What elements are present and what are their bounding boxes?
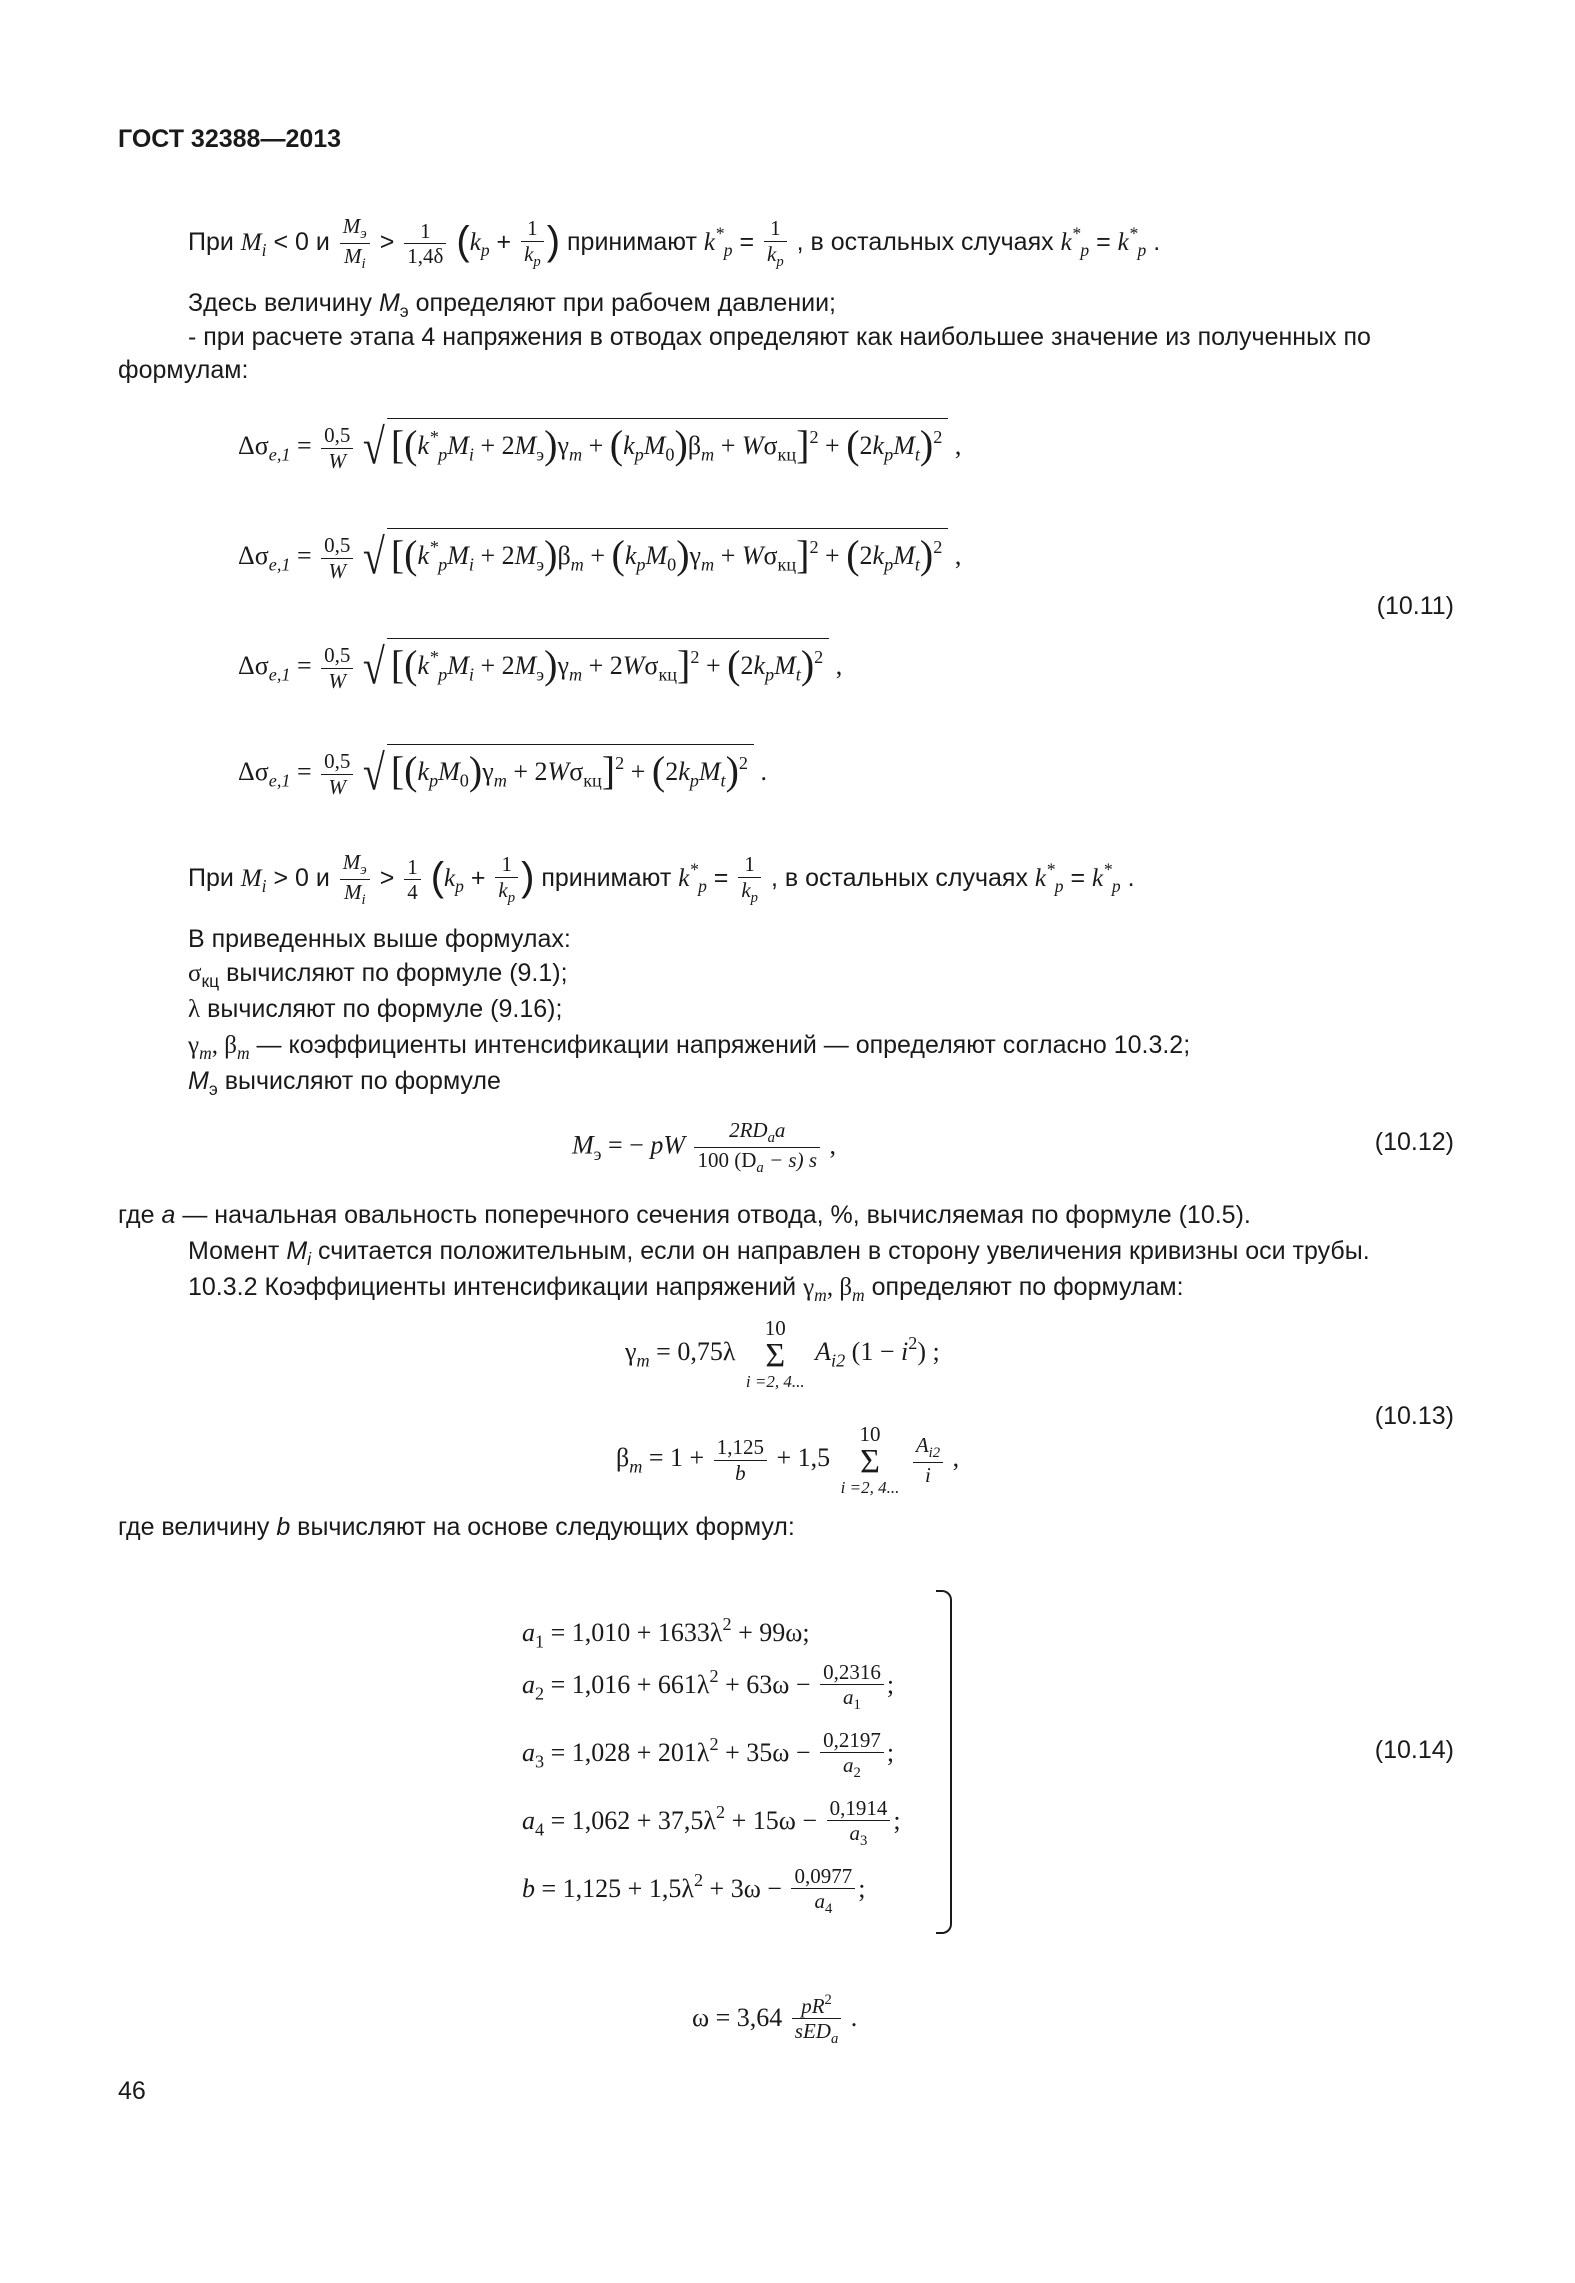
fraction-me-mi: $\frac{M_э}{M_i}$ bbox=[340, 214, 370, 273]
paragraph-sigma-kc: $\sigma_{кц}$ вычисляют по формуле (9.1); bbox=[188, 959, 568, 992]
formula-10-14-b: $b = 1,125 + 1,5\lambda^2 + 3\omega$ − $\frac{0,0977}{a_4}$ ; bbox=[522, 1864, 866, 1918]
formula-10-11-line-3: $\Delta\sigma_{e,1}$ = $\frac{0,5}{W}$ √ $[(k^*_pM_i + 2M_э)\gamma_m + 2W\sigma_{кц}]^2 + (2k_pM_t)^2$ , bbox=[238, 638, 843, 695]
condition-line-1: При $M_i < 0$ и $\frac{M_э}{M_i}$ > $\frac{1}{1,4\delta}$ ($k_p$ + $\frac{1}{k_p}$ ) принимают $k^*_p$ = $\frac{1}{k_p}$ , в остальных случаях $k^*_p = k^*_p$ . bbox=[188, 214, 1161, 273]
condition-line-2: При $M_i > 0$ и $\frac{M_э}{M_i}$ > $\frac{1}{4}$ ($k_p$ + $\frac{1}{k_p}$ ) принимают $k^*_p$ = $\frac{1}{k_p}$ , в остальных случаях $k^*_p = k^*_p$ . bbox=[188, 850, 1135, 909]
formula-10-11-line-1: $\Delta\sigma_{e,1}$ = $\frac{0,5}{W}$ √ $[(k^*_pM_i + 2M_э)\gamma_m + (k_pM_0)\beta_m + W\sigma_{кц}]^2 + (2k_pM_t)^2$ , bbox=[238, 418, 962, 475]
paragraph-me-pressure: Здесь величину $M_э$ определяют при рабочем давлении; bbox=[188, 289, 837, 322]
formula-10-11-line-2: $\Delta\sigma_{e,1}$ = $\frac{0,5}{W}$ √ $[(k^*_pM_i + 2M_э)\beta_m + (k_pM_0)\gamma_m + W\sigma_{кц}]^2 + (2k_pM_t)^2$ , bbox=[238, 528, 962, 585]
right-brace bbox=[936, 1590, 952, 1934]
equation-number-10-13: (10.13) bbox=[1374, 1402, 1454, 1430]
paragraph-me: $M_э$ вычисляют по формуле bbox=[188, 1067, 501, 1100]
formula-10-13-beta: $\beta_m = 1$ + $\frac{1,125}{b}$ + 1,5 10 Σ i =2, 4... $\frac{A_{i2}}{i}$ , bbox=[616, 1422, 960, 1497]
paragraph-b-calc: где величину b вычисляют на основе следующих формул: bbox=[118, 1513, 795, 1541]
paragraph-gamma-beta: $\gamma_m$, $\beta_m$ — коэффициенты интенсификации напряжений — определяют согласно 10.3.2; bbox=[188, 1031, 1191, 1064]
fraction-one-over-1-4-delta: $\frac{1}{1,4\delta}$ bbox=[404, 219, 446, 268]
paragraph-formulas-intro: В приведенных выше формулах: bbox=[188, 925, 571, 953]
formula-10-14-a3: $a_3 = 1,028 + 201\lambda^2 + 35\omega$ − $\frac{0,2197}{a_2}$ ; bbox=[522, 1728, 895, 1782]
paragraph-moment-sign: Момент $M_i$ считается положительным, если он направлен в сторону увеличения кривизны оси трубы. bbox=[188, 1237, 1370, 1270]
formula-10-14-a1: $a_1 = 1,010 + 1633\lambda^2 + 99\omega$; bbox=[522, 1614, 810, 1652]
formula-10-12: $M_э$ = − pW $\frac{2RD_aa}{100 (D_a - s) s}$ , bbox=[572, 1118, 837, 1177]
formula-10-14-a2: $a_2 = 1,016 + 661\lambda^2 + 63\omega$ − $\frac{0,2316}{a_1}$ ; bbox=[522, 1660, 895, 1714]
document-header: ГОСТ 32388—2013 bbox=[118, 125, 342, 153]
paragraph-lambda: λ вычисляют по формуле (9.16); bbox=[188, 995, 563, 1023]
formula-10-14-a4: $a_4 = 1,062 + 37,5\lambda^2 + 15\omega$ − $\frac{0,1914}{a_3}$ ; bbox=[522, 1796, 901, 1850]
formula-10-13-gamma: $\gamma_m = 0,75\lambda$ 10 Σ i =2, 4... $A_{i2}$ $(1 - i^2)$ ; bbox=[625, 1316, 940, 1391]
paragraph-stage4: - при расчете этапа 4 напряжения в отводах определяют как наибольшее значение из полученных по bbox=[188, 323, 1371, 351]
equation-number-10-14: (10.14) bbox=[1374, 1736, 1454, 1764]
paragraph-ovality: где a — начальная овальность поперечного сечения отвода, %, вычисляемая по формуле (10.5). bbox=[118, 1201, 1251, 1229]
page-number: 46 bbox=[118, 2077, 146, 2105]
formula-10-11-line-4: $\Delta\sigma_{e,1}$ = $\frac{0,5}{W}$ √ $[(k_pM_0)\gamma_m + 2W\sigma_{кц}]^2 + (2k_pM_t)^2$ . bbox=[238, 744, 768, 801]
equation-number-10-11: (10.11) bbox=[1376, 592, 1454, 620]
formula-omega: ω = 3,64 $\frac{pR^2}{sED_a}$ . bbox=[692, 1992, 858, 2048]
paragraph-10-3-2: 10.3.2 Коэффициенты интенсификации напряжений $\gamma_m$, $\beta_m$ определяют по формулам: bbox=[188, 1273, 1184, 1306]
equation-number-10-12: (10.12) bbox=[1374, 1128, 1454, 1156]
paragraph-stage4-cont: формулам: bbox=[118, 356, 249, 384]
